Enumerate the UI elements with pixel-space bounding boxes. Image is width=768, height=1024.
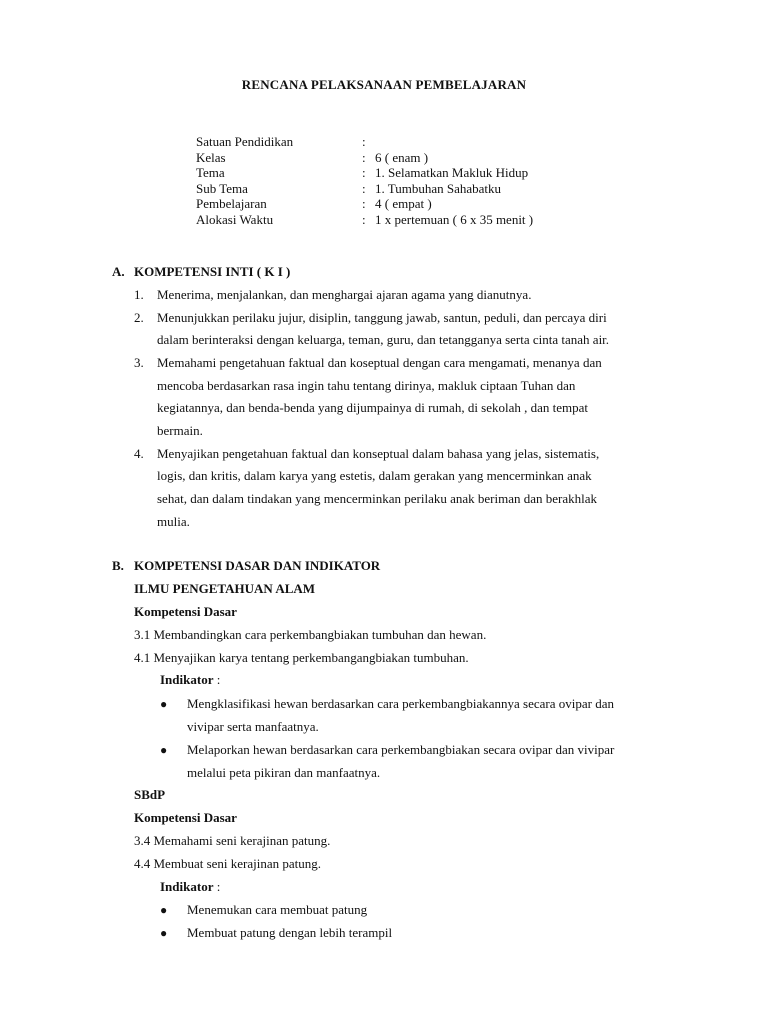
identity-colon: :: [362, 180, 366, 196]
ipa-indikator-text: vivipar serta manfaatnya.: [187, 719, 319, 734]
ipa-heading: ILMU PENGETAHUAN ALAM: [134, 581, 316, 596]
ipa-kd-item: 4.1 Menyajikan karya tentang perkembangangbiakan tumbuhan.: [134, 650, 469, 665]
bullet-icon: ●: [160, 903, 168, 917]
section-b-letter: B.: [112, 558, 124, 573]
ki-item-text: mulia.: [157, 514, 190, 529]
ki-item-text: bermain.: [157, 423, 203, 438]
ki-item-text: dalam berinteraksi dengan keluarga, teman, guru, dan tetangganya serta cinta tanah air.: [157, 332, 610, 347]
ki-item-text: Menunjukkan perilaku jujur, disiplin, tanggung jawab, santun, peduli, dan percaya diri: [157, 310, 607, 325]
sbdp-heading: SBdP: [134, 787, 166, 802]
identity-label: Pembelajaran: [196, 196, 267, 211]
ipa-indikator-colon: :: [213, 672, 221, 687]
sbdp-indikator-colon: :: [213, 879, 221, 894]
identity-label: Satuan Pendidikan: [196, 134, 294, 149]
identity-label: Alokasi Waktu: [196, 211, 274, 227]
identity-label: Kelas: [196, 149, 226, 165]
ki-item-number: 2.: [134, 310, 144, 325]
sbdp-indikator-label: Indikator: [160, 879, 214, 894]
sbdp-kd-item: 3.4 Memahami seni kerajinan patung.: [134, 833, 331, 848]
ipa-indikator-heading: [160, 672, 220, 688]
ki-item-text: logis, dan kritis, dalam karya yang estetis, dalam gerakan yang mencerminkan anak: [157, 468, 592, 483]
ki-item-text: kegiatannya, dan benda-benda yang dijumpainya di rumah, di sekolah , dan tempat: [157, 400, 589, 415]
identity-label: Sub Tema: [196, 180, 248, 196]
ki-item-text: sehat, dan dalam tindakan yang mencerminkan perilaku anak beriman dan berakhlak: [157, 491, 598, 506]
section-a-title: KOMPETENSI INTI ( K I ): [134, 264, 291, 279]
sbdp-indikator-text: Menemukan cara membuat patung: [187, 902, 368, 917]
section-a-letter: A.: [112, 264, 125, 279]
identity-label: Tema: [196, 165, 225, 180]
ipa-indikator-label: Indikator: [160, 672, 214, 687]
bullet-icon: ●: [160, 926, 168, 940]
sbdp-kd-label: Kompetensi Dasar: [134, 810, 237, 825]
identity-colon: :: [362, 211, 366, 227]
section-b-title: KOMPETENSI DASAR DAN INDIKATOR: [134, 558, 381, 573]
identity-value: 4 ( empat ): [375, 196, 432, 211]
sbdp-indikator-heading: [160, 879, 220, 895]
identity-colon: :: [362, 196, 366, 211]
sbdp-kd-item: 4.4 Membuat seni kerajinan patung.: [134, 856, 322, 871]
identity-colon: :: [362, 134, 366, 149]
bullet-icon: ●: [160, 697, 168, 711]
page-title: RENCANA PELAKSANAAN PEMBELAJARAN: [241, 77, 527, 92]
sbdp-indikator-text: Membuat patung dengan lebih terampil: [187, 925, 393, 940]
identity-value: 1. Selamatkan Makluk Hidup: [375, 165, 529, 180]
identity-value: 1. Tumbuhan Sahabatku: [375, 180, 502, 196]
ipa-kd-label: Kompetensi Dasar: [134, 604, 237, 619]
ipa-indikator-text: melalui peta pikiran dan manfaatnya.: [187, 765, 381, 780]
ki-item-number: 3.: [134, 355, 144, 370]
identity-colon: :: [362, 165, 366, 180]
ki-item-text: Menerima, menjalankan, dan menghargai ajaran agama yang dianutnya.: [157, 287, 532, 302]
ipa-indikator-text: Mengklasifikasi hewan berdasarkan cara perkembangbiakannya secara ovipar dan: [187, 696, 615, 711]
ki-item-text: Menyajikan pengetahuan faktual dan konseptual dalam bahasa yang jelas, sistematis,: [157, 446, 600, 461]
ipa-indikator-text: Melaporkan hewan berdasarkan cara perkembangbiakan secara ovipar dan vivipar: [187, 742, 615, 757]
ki-item-text: mencoba berdasarkan rasa ingin tahu tentang dirinya, makluk ciptaan Tuhan dan: [157, 378, 576, 393]
identity-colon: :: [362, 149, 366, 165]
ki-item-number: 1.: [134, 287, 144, 302]
identity-value: 6 ( enam ): [375, 149, 429, 165]
ipa-kd-item: 3.1 Membandingkan cara perkembangbiakan tumbuhan dan hewan.: [134, 627, 487, 642]
bullet-icon: ●: [160, 743, 168, 757]
ki-item-text: Memahami pengetahuan faktual dan koseptual dengan cara mengamati, menanya dan: [157, 355, 602, 370]
identity-value: 1 x pertemuan ( 6 x 35 menit ): [375, 211, 534, 227]
ki-item-number: 4.: [134, 446, 144, 461]
